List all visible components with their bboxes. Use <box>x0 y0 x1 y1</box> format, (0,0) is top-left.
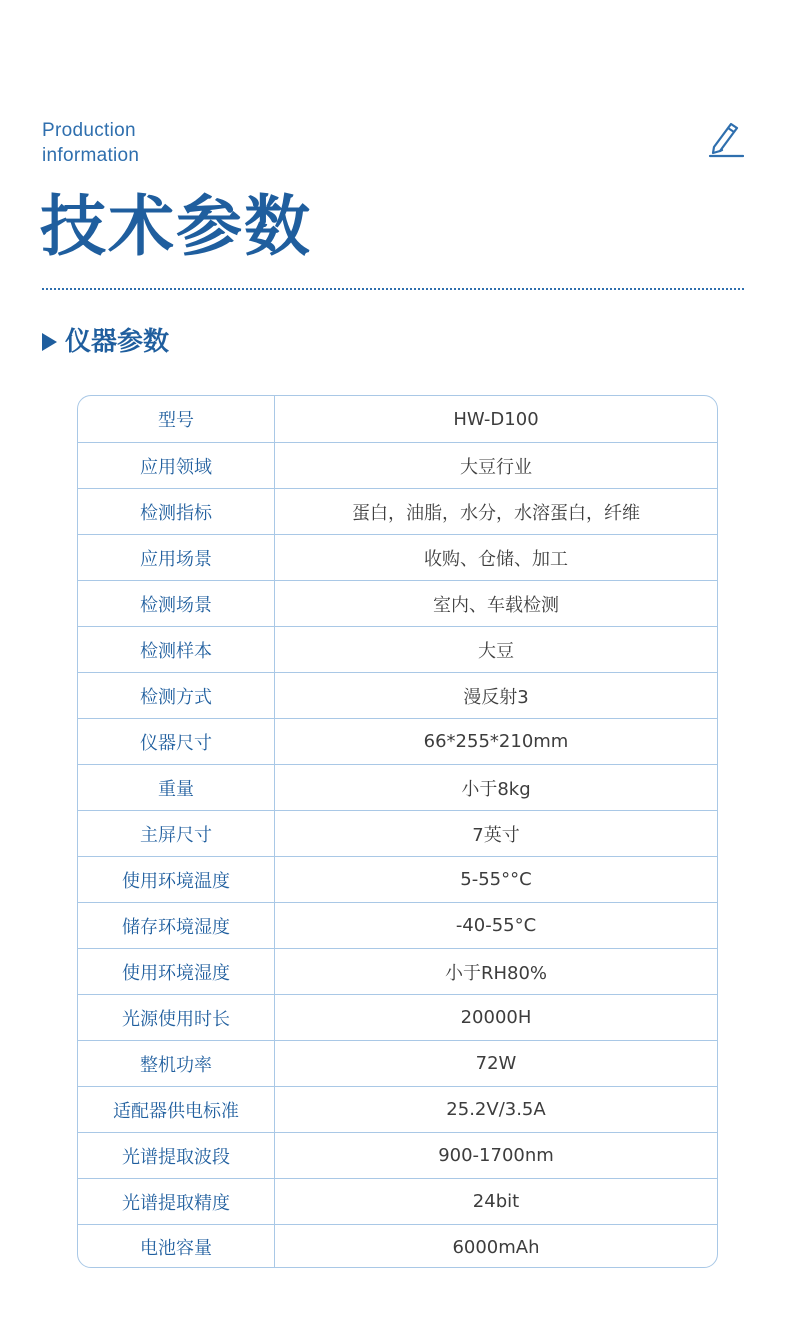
table-row <box>78 1086 717 1132</box>
spec-label: 型号 <box>78 396 275 442</box>
table-row <box>78 948 717 994</box>
table-row <box>78 718 717 764</box>
table-row <box>78 626 717 672</box>
spec-value: 小于RH80% <box>444 962 548 984</box>
spec-value: 66*255*210mm <box>423 731 569 752</box>
spec-table <box>77 395 718 1268</box>
spec-label: 适配器供电标准 <box>78 1087 275 1132</box>
spec-value: 大豆行业 <box>460 456 532 478</box>
page-title: 技术参数 <box>40 187 312 265</box>
spec-value: 收购、仓储、加工 <box>424 548 568 570</box>
spec-label: 检测方式 <box>78 673 275 718</box>
table-row <box>78 1224 717 1268</box>
table-row <box>78 810 717 856</box>
table-row <box>78 902 717 948</box>
spec-label: 整机功率 <box>78 1041 275 1086</box>
spec-label: 应用场景 <box>78 535 275 580</box>
table-row <box>78 534 717 580</box>
spec-value: 7英寸 <box>472 824 520 846</box>
spec-label: 应用领域 <box>78 443 275 488</box>
spec-label: 检测指标 <box>78 489 275 534</box>
pencil-edit-icon <box>706 118 744 158</box>
spec-label: 使用环境湿度 <box>78 949 275 994</box>
table-row <box>78 856 717 902</box>
table-row <box>78 1132 717 1178</box>
spec-value: 900-1700nm <box>438 1145 554 1166</box>
spec-value: 室内、车载检测 <box>433 594 559 616</box>
table-row <box>78 1040 717 1086</box>
table-row <box>78 1178 717 1224</box>
spec-value: 漫反射3 <box>463 686 529 708</box>
spec-value: 24bit <box>472 1191 520 1212</box>
spec-value: 5-55°°C <box>460 869 532 890</box>
table-row <box>78 580 717 626</box>
spec-value: -40-55°C <box>455 915 537 936</box>
spec-label: 检测样本 <box>78 627 275 672</box>
section-eyebrow <box>42 118 139 168</box>
spec-value: 小于8kg <box>461 778 531 800</box>
section-heading-label: 仪器参数 <box>65 327 170 357</box>
table-row <box>78 442 717 488</box>
spec-label: 光谱提取精度 <box>78 1179 275 1224</box>
spec-label: 重量 <box>78 765 275 810</box>
spec-label: 光谱提取波段 <box>78 1133 275 1178</box>
spec-label: 仪器尺寸 <box>78 719 275 764</box>
eyebrow-line-2: information <box>42 145 140 166</box>
spec-value: 大豆 <box>478 640 514 662</box>
dotted-divider <box>42 288 744 290</box>
spec-value: 6000mAh <box>452 1236 540 1258</box>
spec-value: 25.2V/3.5A <box>446 1099 546 1120</box>
spec-label: 电池容量 <box>78 1225 275 1268</box>
table-row <box>78 396 717 442</box>
eyebrow-line-1: Production <box>42 120 136 141</box>
table-row <box>78 488 717 534</box>
table-row <box>78 764 717 810</box>
spec-value: 72W <box>475 1053 517 1074</box>
spec-label: 检测场景 <box>78 581 275 626</box>
table-row <box>78 994 717 1040</box>
spec-value: HW-D100 <box>453 408 539 430</box>
spec-label: 使用环境温度 <box>78 857 275 902</box>
section-heading <box>42 322 169 362</box>
spec-label: 光源使用时长 <box>78 995 275 1040</box>
triangle-right-icon <box>42 333 57 351</box>
spec-value: 蛋白，油脂，水分，水溶蛋白，纤维 <box>352 502 640 524</box>
spec-value: 20000H <box>460 1007 532 1028</box>
spec-label: 储存环境湿度 <box>78 903 275 948</box>
table-row <box>78 672 717 718</box>
spec-label: 主屏尺寸 <box>78 811 275 856</box>
